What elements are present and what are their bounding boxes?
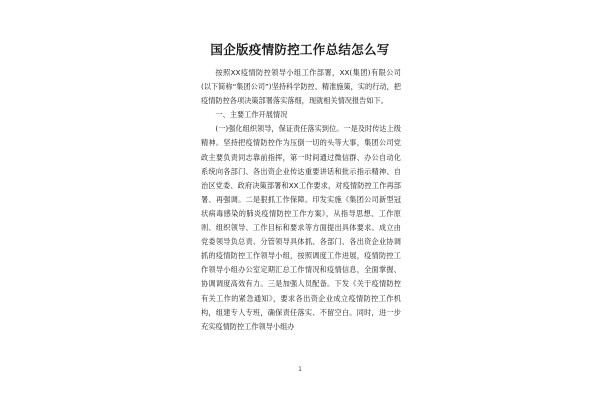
intro-paragraph: 按照XX疫情防控领导小组工作部署，XX(集团)有限公司(以下简称“集团公司”)坚持科学防控、精准施策，实的行动，把疫情防控各项决策部署落实落细，现就相关情况报告如下。: [201, 68, 401, 106]
document-title: 国企版疫情防控工作总结怎么写: [210, 42, 390, 57]
section-heading: 一、主要工作开展情况: [215, 110, 288, 120]
document-body: [201, 66, 401, 334]
page-number: 1: [298, 366, 302, 373]
body-paragraph: (一)强化组织领导，保证责任落实到位。一是及时传达上级精神。坚持把疫情防控作为压倒一切的头等大事，集团公司党政主要负责同志靠前指挥，第一时间通过微信群、办公自动化系统向各部门、各出资企业传达重要讲话和批示指示精神、自治区党委、政府决策部署和XX工作要求，对疫情防控工作再部署、再强调。二是狠抓工作保障。印发实施《集团公司新型冠状病毒感染的肺炎疫情防控工作方案》，从指导思想、工作原则、组织领导、工作目标和要求等方面提出具体要求。成立由党委领导负总责、分管领导具体抓、各部门、各出资企业协调抓的疫情防控工作领导小组，按照调度工作进展，疫情防控工作领导小组办公室定期汇总工作情况和疫情信息，全面掌握、协调调度高效有力。三是加强人员配备。下发《关于疫情防控有关工作的紧急通知》，要求各出资企业成立疫情防控工作机构，组建专人专班，确保责任落实、不留空白。同时，进一步充实疫情防控工作领导小组办: [201, 124, 401, 331]
